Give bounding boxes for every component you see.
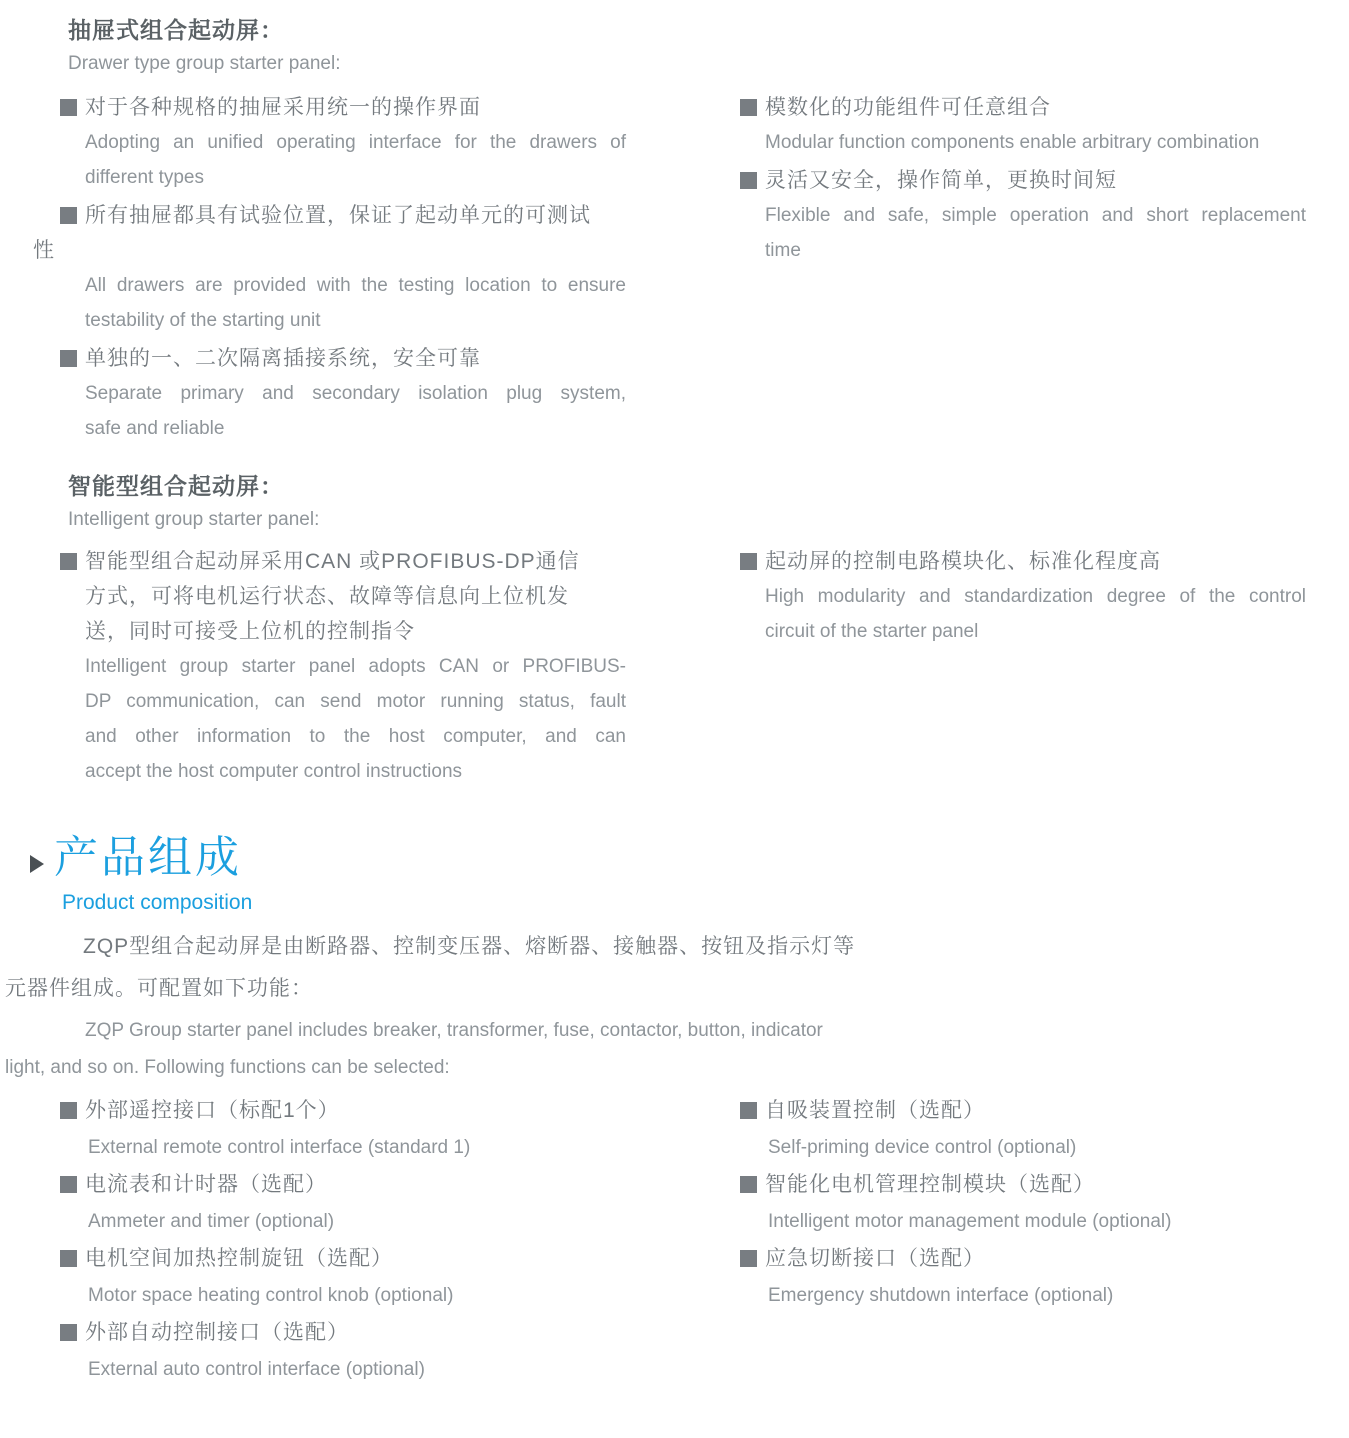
bullet-en-line: Separate primary and secondary isolation plug system, — [85, 383, 626, 404]
bullet-text-en — [60, 649, 626, 789]
bullet-square-icon — [60, 1250, 77, 1267]
bullet-item — [60, 341, 626, 446]
feature-text-en: Emergency shutdown interface (optional) — [768, 1285, 1114, 1306]
bullet-en-line: All drawers are provided with the testing location to ensure — [85, 275, 626, 296]
feature-text-en: External auto control interface (optional) — [88, 1359, 425, 1380]
bullet-square-icon — [740, 1176, 757, 1193]
intelligent-heading-cn: 智能型组合起动屏： — [68, 473, 284, 499]
section-arrow-icon — [30, 855, 44, 873]
bullet-square-icon — [740, 1102, 757, 1119]
bullet-item — [33, 198, 626, 338]
intelligent-heading-en: Intelligent group starter panel: — [68, 509, 320, 530]
bullet-text-en — [60, 376, 626, 446]
feature-item — [740, 1240, 1171, 1314]
paragraph-en-line: ZQP Group starter panel includes breaker, transformer, fuse, contactor, button, indicator — [85, 1020, 823, 1041]
feature-text-en: Ammeter and timer (optional) — [88, 1211, 335, 1232]
composition-title-cn: 产品组成 — [54, 833, 242, 882]
bullet-square-icon — [740, 1250, 757, 1267]
drawer-heading-cn: 抽屉式组合起动屏： — [68, 17, 284, 43]
bullet-text-cn: 智能型组合起动屏采用CAN 或PROFIBUS-DP通信 — [85, 550, 580, 573]
bullet-en-line: circuit of the starter panel — [765, 621, 979, 642]
feature-text-cn: 外部遥控接口（标配1个） — [85, 1099, 340, 1122]
bullet-item — [740, 544, 1306, 649]
bullet-en-line: different types — [85, 167, 205, 188]
bullet-en-line: testability of the starting unit — [85, 310, 321, 331]
paragraph-en-line: light, and so on. Following functions can be selected: — [5, 1057, 450, 1078]
drawer-right-list — [740, 90, 1306, 271]
feature-text-en: Self-priming device control (optional) — [768, 1137, 1077, 1158]
bullet-text-en — [740, 579, 1306, 649]
bullet-text-cn: 所有抽屉都具有试验位置，保证了起动单元的可测试 — [85, 204, 591, 227]
feature-text-en: Intelligent motor management module (optional) — [768, 1211, 1172, 1232]
intelligent-right-list — [740, 544, 1306, 652]
composition-right-list — [740, 1092, 1171, 1314]
drawer-heading-en: Drawer type group starter panel: — [68, 53, 341, 74]
intelligent-left-list — [60, 544, 626, 792]
bullet-text-cn: 起动屏的控制电路模块化、标准化程度高 — [765, 550, 1161, 573]
feature-text-cn: 电流表和计时器（选配） — [85, 1173, 327, 1196]
composition-paragraph-en — [5, 1012, 823, 1086]
bullet-en-line: Flexible and safe, simple operation and short replacement — [765, 205, 1306, 226]
feature-text-cn: 智能化电机管理控制模块（选配） — [765, 1173, 1095, 1196]
bullet-item — [740, 163, 1306, 268]
feature-item — [60, 1240, 470, 1314]
composition-title-en: Product composition — [62, 891, 253, 914]
feature-text-en: Motor space heating control knob (optional) — [88, 1285, 454, 1306]
bullet-square-icon — [60, 553, 77, 570]
bullet-square-icon — [60, 350, 77, 367]
bullet-item — [60, 90, 626, 195]
bullet-square-icon — [60, 1176, 77, 1193]
bullet-en-line: and other information to the host computer, and can — [85, 726, 626, 747]
bullet-text-cn: 送，同时可接受上位机的控制指令 — [85, 620, 415, 643]
bullet-text-en — [740, 198, 1306, 268]
intelligent-section-heading — [68, 472, 319, 532]
feature-text-cn: 自吸装置控制（选配） — [765, 1099, 985, 1122]
composition-paragraph-cn — [5, 926, 855, 1010]
feature-item — [60, 1092, 470, 1166]
bullet-text-cn-overflow: 性 — [33, 239, 55, 262]
bullet-en-line: High modularity and standardization degree of the control — [765, 586, 1306, 607]
feature-text-en: External remote control interface (standard 1) — [88, 1137, 471, 1158]
feature-item — [740, 1166, 1171, 1240]
bullet-en-line: safe and reliable — [85, 418, 225, 439]
bullet-text-cn: 方式，可将电机运行状态、故障等信息向上位机发 — [85, 585, 569, 608]
bullet-square-icon — [60, 207, 77, 224]
drawer-section-heading — [68, 16, 340, 76]
feature-text-cn: 应急切断接口（选配） — [765, 1247, 985, 1270]
bullet-item — [60, 544, 626, 789]
bullet-square-icon — [60, 1102, 77, 1119]
bullet-en-line: Intelligent group starter panel adopts CAN or PROFIBUS- — [85, 656, 626, 677]
bullet-square-icon — [740, 99, 757, 116]
bullet-item — [740, 90, 1306, 160]
bullet-text-en — [60, 268, 626, 338]
bullet-en-line: Modular function components enable arbitrary combination — [765, 132, 1260, 153]
feature-item — [740, 1092, 1171, 1166]
composition-left-list — [60, 1092, 470, 1388]
bullet-text-en — [740, 125, 1306, 160]
bullet-text-cn: 对于各种规格的抽屉采用统一的操作界面 — [85, 96, 481, 119]
feature-item — [60, 1166, 470, 1240]
bullet-text-cn: 灵活又安全，操作简单，更换时间短 — [765, 169, 1117, 192]
bullet-square-icon — [60, 1324, 77, 1341]
bullet-en-line: DP communication, can send motor running status, fault — [85, 691, 626, 712]
bullet-text-cn: 单独的一、二次隔离插接系统，安全可靠 — [85, 347, 481, 370]
paragraph-cn-line: 元器件组成。可配置如下功能： — [5, 977, 313, 1000]
bullet-text-en — [60, 125, 626, 195]
bullet-en-line: accept the host computer control instructions — [85, 761, 463, 782]
bullet-square-icon — [60, 99, 77, 116]
bullet-square-icon — [740, 553, 757, 570]
feature-text-cn: 电机空间加热控制旋钮（选配） — [85, 1247, 393, 1270]
bullet-en-line: time — [765, 240, 801, 261]
drawer-left-list — [33, 90, 626, 449]
feature-item — [60, 1314, 470, 1388]
bullet-square-icon — [740, 172, 757, 189]
paragraph-cn-line: ZQP型组合起动屏是由断路器、控制变压器、熔断器、接触器、按钮及指示灯等 — [83, 935, 856, 958]
bullet-text-cn: 模数化的功能组件可任意组合 — [765, 96, 1051, 119]
feature-text-cn: 外部自动控制接口（选配） — [85, 1321, 349, 1344]
bullet-en-line: Adopting an unified operating interface for the drawers of — [85, 132, 626, 153]
